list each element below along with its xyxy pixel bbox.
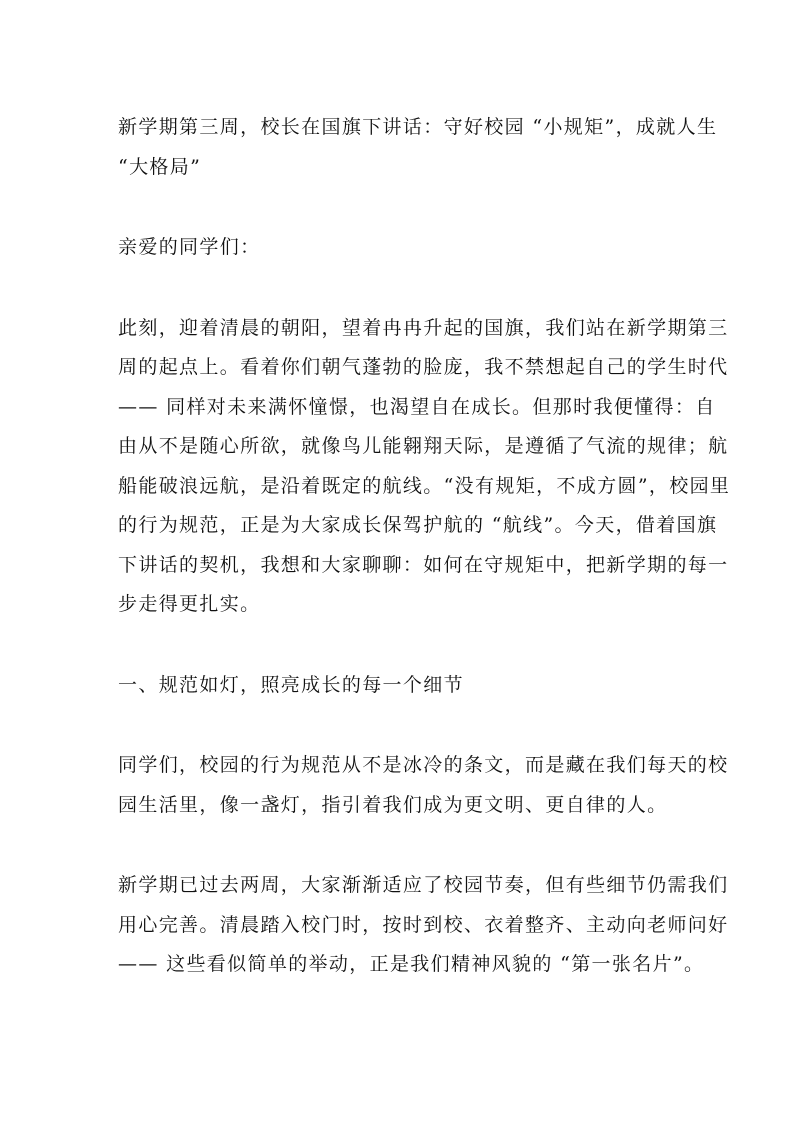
paragraph-line: 此刻，迎着清晨的朝阳，望着冉冉升起的国旗，我们站在新学期第三 (118, 316, 729, 339)
paragraph-line: 由从不是随心所欲，就像鸟儿能翱翔天际，是遵循了气流的规律；航 (118, 435, 729, 457)
paragraph-line: 园生活里，像一盏灯，指引着我们成为更文明、更自律的人。 (118, 793, 668, 816)
spacer (118, 625, 678, 666)
title-line: 新学期第三周，校长在国旗下讲话：守好校园 “小规矩”，成就人生 (118, 116, 718, 138)
paragraph-line: 船能破浪远航，是沿着既定的航线。“没有规矩，不成方圆”，校园里 (118, 474, 731, 497)
paragraph-line: —— 这些看似简单的举动，正是我们精神风貌的 “第一张名片”。 (118, 953, 705, 975)
section1-paragraph-1 (118, 746, 729, 825)
spacer (118, 705, 678, 746)
document-page (118, 108, 731, 985)
paragraph-line: —— 同样对未来满怀憧憬，也渴望自在成长。但那时我便懂得：自 (118, 395, 716, 418)
intro-paragraph (118, 309, 731, 625)
paragraph-line: 步走得更扎实。 (118, 593, 261, 615)
title-line: “大格局” (118, 155, 202, 178)
spacer (118, 187, 678, 228)
section1-paragraph-2 (118, 866, 729, 985)
section-heading: 一、规范如灯，照亮成长的每一个细节 (118, 673, 464, 696)
document-title (118, 108, 718, 187)
paragraph-line: 用心完善。清晨踏入校门时，按时到校、衣着整齐、主动向老师问好 (118, 913, 729, 936)
spacer (118, 268, 678, 309)
spacer (118, 825, 678, 866)
paragraph-line: 下讲话的契机，我想和大家聊聊：如何在守规矩中，把新学期的每一 (118, 553, 729, 576)
paragraph-line: 的行为规范，正是为大家成长保驾护航的 “航线”。今天，借着国旗 (118, 514, 718, 536)
paragraph-line: 新学期已过去两周，大家渐渐适应了校园节奏，但有些细节仍需我们 (118, 874, 729, 896)
greeting: 亲爱的同学们： (118, 236, 261, 258)
paragraph-line: 同学们，校园的行为规范从不是冰冷的条文，而是藏在我们每天的校 (118, 754, 729, 776)
paragraph-line: 周的起点上。看着你们朝气蓬勃的脸庞，我不禁想起自己的学生时代 (118, 356, 729, 378)
